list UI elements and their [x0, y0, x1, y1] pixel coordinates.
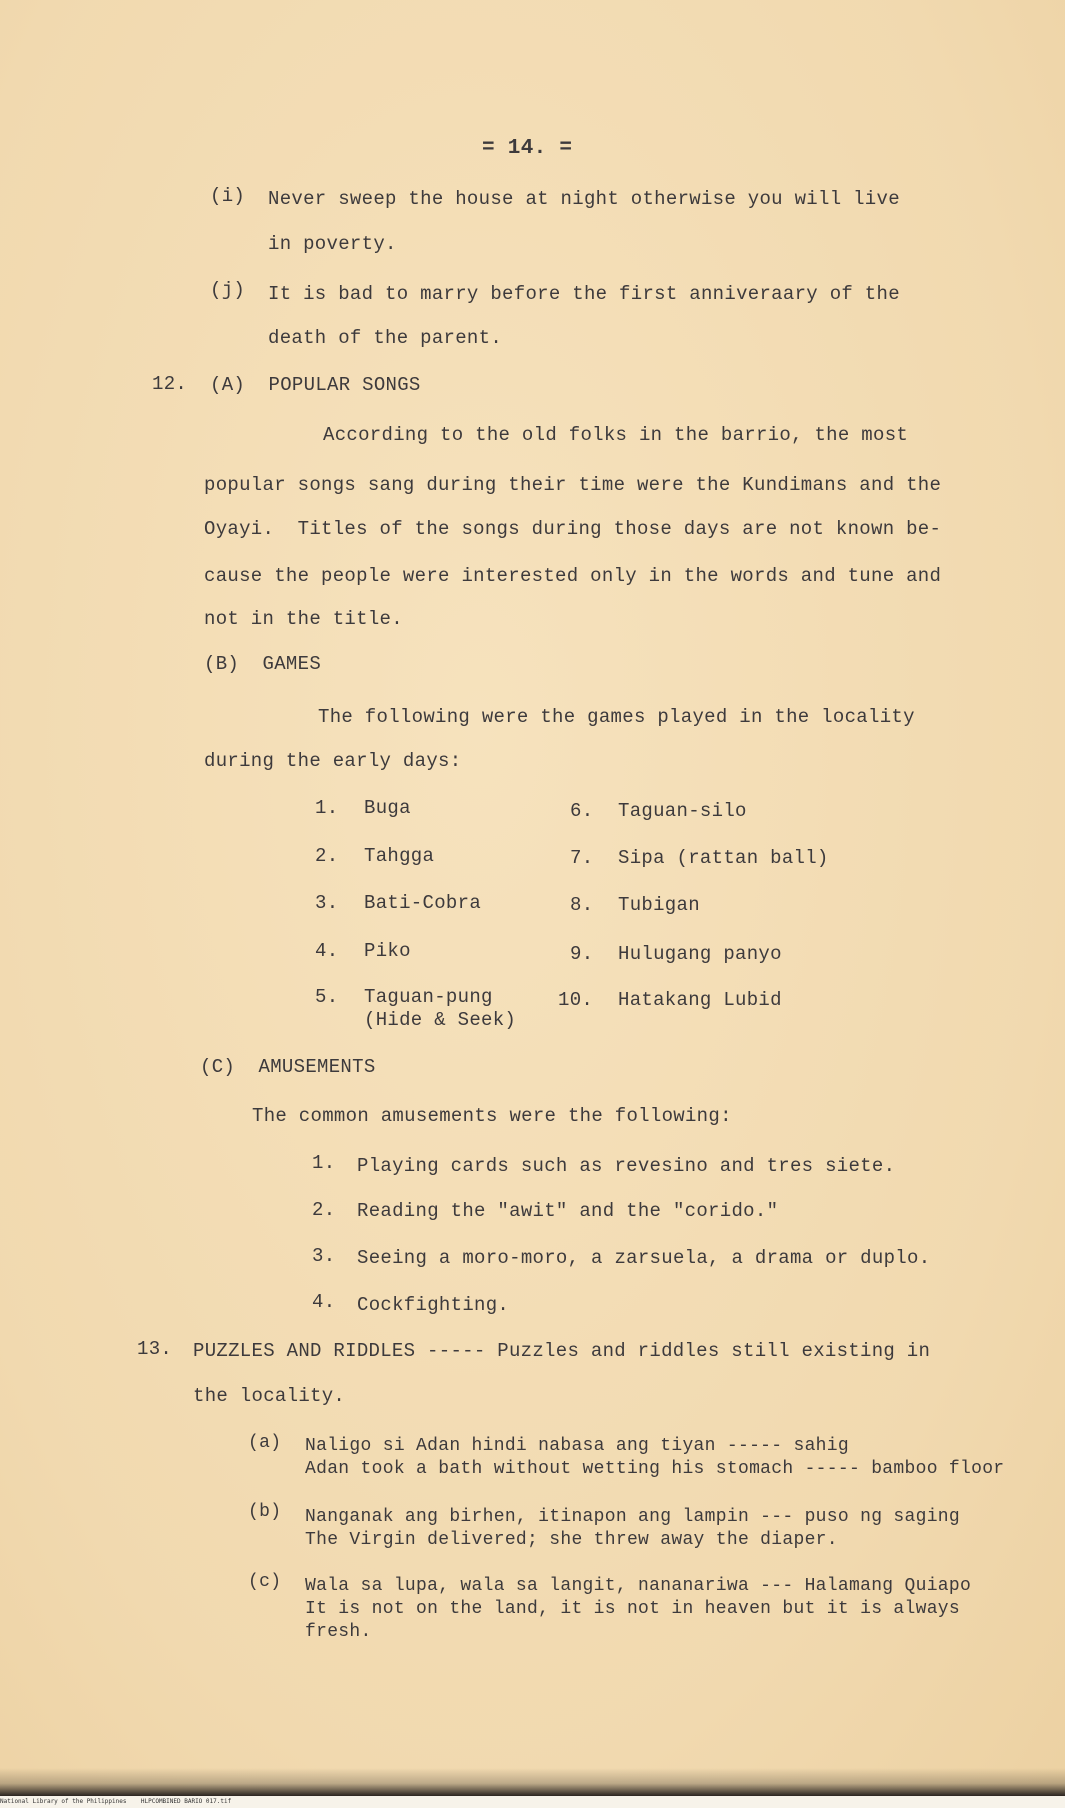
item-text: in poverty.	[268, 233, 397, 255]
item-text: death of the parent.	[268, 327, 503, 349]
section-number: 13.	[137, 1338, 173, 1360]
game-number: 10.	[558, 989, 594, 1011]
game-name: Hulugang panyo	[618, 943, 782, 965]
paragraph-line: not in the title.	[204, 608, 403, 630]
riddle-marker: (b)	[248, 1502, 282, 1522]
riddle-tagalog: Nanganak ang birhen, itinapon ang lampin --- puso ng saging	[305, 1507, 961, 1527]
game-number: 8.	[570, 894, 594, 916]
amusement-text: Cockfighting.	[357, 1294, 510, 1316]
item-marker: (j)	[210, 279, 246, 301]
page-number: = 14. =	[482, 137, 573, 160]
amusement-number: 2.	[312, 1199, 336, 1221]
riddle-english: It is not on the land, it is not in heaven but it is always	[305, 1599, 961, 1619]
game-name: Taguan-pung	[364, 986, 493, 1008]
game-number: 7.	[570, 847, 594, 869]
game-name: Tahgga	[364, 845, 435, 867]
game-name: Hatakang Lubid	[618, 989, 782, 1011]
section-heading: (C) AMUSEMENTS	[200, 1056, 376, 1078]
riddle-marker: (a)	[248, 1433, 282, 1453]
paragraph-line: cause the people were interested only in the words and tune and	[204, 565, 942, 587]
riddle-english: Adan took a bath without wetting his stomach ----- bamboo floor	[305, 1459, 1005, 1479]
game-name: Tubigan	[618, 894, 700, 916]
game-number: 2.	[315, 845, 339, 867]
game-number: 4.	[315, 940, 339, 962]
amusement-number: 1.	[312, 1152, 336, 1174]
item-marker: (i)	[210, 185, 246, 207]
paragraph-line: According to the old folks in the barrio, the most	[323, 424, 909, 446]
amusement-number: 3.	[312, 1245, 336, 1267]
riddle-english: The Virgin delivered; she threw away the diaper.	[305, 1530, 838, 1550]
footer-caption: National Library of the Philippines HLPCOMBINED BARIO 017.tif	[0, 1798, 232, 1805]
amusement-number: 4.	[312, 1291, 336, 1313]
section-number: 12.	[152, 373, 188, 395]
amusement-text: Playing cards such as revesino and tres siete.	[357, 1155, 896, 1177]
game-name: Piko	[364, 940, 411, 962]
riddle-tagalog: Naligo si Adan hindi nabasa ang tiyan ----- sahig	[305, 1436, 849, 1456]
amusement-text: Seeing a moro-moro, a zarsuela, a drama or duplo.	[357, 1247, 931, 1269]
game-name: Sipa (rattan ball)	[618, 847, 829, 869]
paragraph-line: during the early days:	[204, 750, 462, 772]
paragraph-line: The common amusements were the following:	[252, 1105, 732, 1127]
game-name: Bati-Cobra	[364, 892, 482, 914]
riddle-english: fresh.	[305, 1622, 372, 1642]
game-name: Taguan-silo	[618, 800, 747, 822]
section-heading: (A) POPULAR SONGS	[210, 374, 421, 396]
riddle-marker: (c)	[248, 1572, 282, 1592]
paragraph-line: The following were the games played in the locality	[318, 706, 915, 728]
item-text: Never sweep the house at night otherwise you will live	[268, 188, 900, 210]
item-text: It is bad to marry before the first anniveraary of the	[268, 283, 900, 305]
game-number: 5.	[315, 986, 339, 1008]
game-name: Buga	[364, 797, 411, 819]
game-number: 3.	[315, 892, 339, 914]
game-note: (Hide & Seek)	[364, 1009, 517, 1031]
paragraph-line: Oyayi. Titles of the songs during those days are not known be-	[204, 518, 942, 540]
amusement-text: Reading the "awit" and the "corido."	[357, 1200, 779, 1222]
game-number: 6.	[570, 800, 594, 822]
game-number: 1.	[315, 797, 339, 819]
section-heading: PUZZLES AND RIDDLES ----- Puzzles and riddles still existing in	[193, 1340, 931, 1362]
paragraph-line: the locality.	[193, 1385, 346, 1407]
game-number: 9.	[570, 943, 594, 965]
scan-shadow	[0, 1768, 1065, 1796]
paragraph-line: popular songs sang during their time were the Kundimans and the	[204, 474, 942, 496]
riddle-tagalog: Wala sa lupa, wala sa langit, nananariwa --- Halamang Quiapo	[305, 1576, 972, 1596]
section-heading: (B) GAMES	[204, 653, 322, 675]
